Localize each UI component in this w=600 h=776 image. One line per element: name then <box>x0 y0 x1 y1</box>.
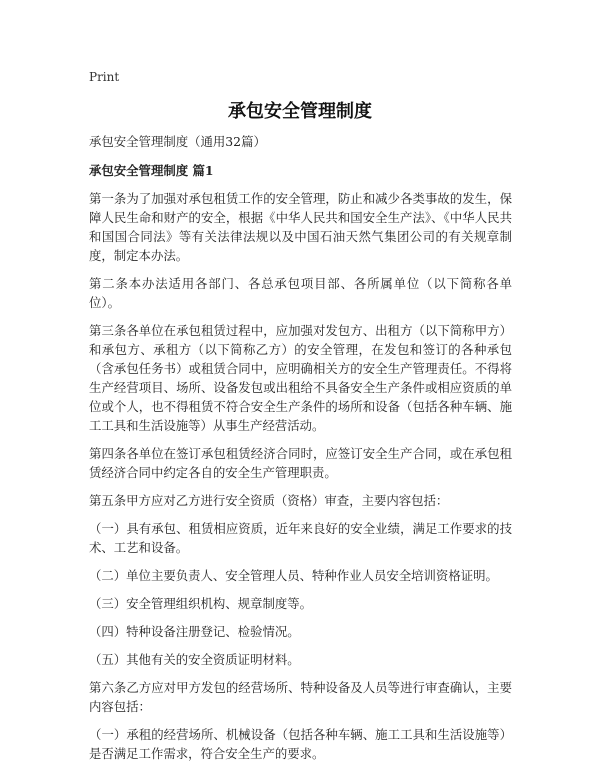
section-heading: 承包安全管理制度 篇1 <box>89 163 214 178</box>
paragraph-item-5-4: （四）特种设备注册登记、检验情况。 <box>89 624 300 639</box>
page-title: 承包安全管理制度 <box>228 101 372 122</box>
document-subtitle: 承包安全管理制度（通用32篇） <box>89 134 266 149</box>
paragraph-article-4: 第四条各单位在签订承包租赁经济合同时，应签订安全生产合同，或在承包租赁经济合同中约定各自的安全生产管理职责。 <box>89 446 512 480</box>
paragraph-item-6-1: （一）承租的经营场所、机械设备（包括各种车辆、施工工具和生活设施等）是否满足工作需求，符合安全生产的要求。 <box>89 727 512 761</box>
paragraph-item-5-2: （二）单位主要负责人、安全管理人员、特种作业人员安全培训资格证明。 <box>89 568 498 583</box>
paragraph-article-2: 第二条本办法适用各部门、各总承包项目部、各所属单位（以下简称各单位）。 <box>89 276 512 310</box>
paragraph-item-5-1: （一）具有承包、租赁相应资质，近年来良好的安全业绩，满足工作要求的技术、工艺和设备。 <box>89 521 512 555</box>
print-link[interactable]: Print <box>89 70 120 84</box>
paragraph-article-1: 第一条为了加强对承包租赁工作的安全管理，防止和减少各类事故的发生，保障人民生命和财产的安全，根据《中华人民共和国安全生产法》、《中华人民共和国国合同法》等有关法律法规以及中国石油天然气集团公司的有关规章制度，制定本办法。 <box>89 191 512 263</box>
paragraph-article-3: 第三条各单位在承包租赁过程中，应加强对发包方、出租方（以下简称甲方）和承包方、承租方（以下简称乙方）的安全管理，在发包和签订的各种承包（含承包任务书）或租赁合同中，应明确相关方的安全生产管理责任。不得将生产经营项目、场所、设备发包或出租给不具备安全生产条件或相应资质的单位或个人，也不得租赁不符合安全生产条件的场所和设备（包括各种车辆、施工工具和生活设施等）从事生产经营活动。 <box>89 323 512 433</box>
paragraph-article-6: 第六条乙方应对甲方发包的经营场所、特种设备及人员等进行审查确认，主要内容包括： <box>89 680 512 714</box>
paragraph-item-5-5: （五）其他有关的安全资质证明材料。 <box>89 652 300 667</box>
paragraph-article-5: 第五条甲方应对乙方进行安全资质（资格）审查，主要内容包括： <box>89 493 449 508</box>
paragraph-item-5-3: （三）安全管理组织机构、规章制度等。 <box>89 596 313 611</box>
document-body <box>89 132 512 772</box>
